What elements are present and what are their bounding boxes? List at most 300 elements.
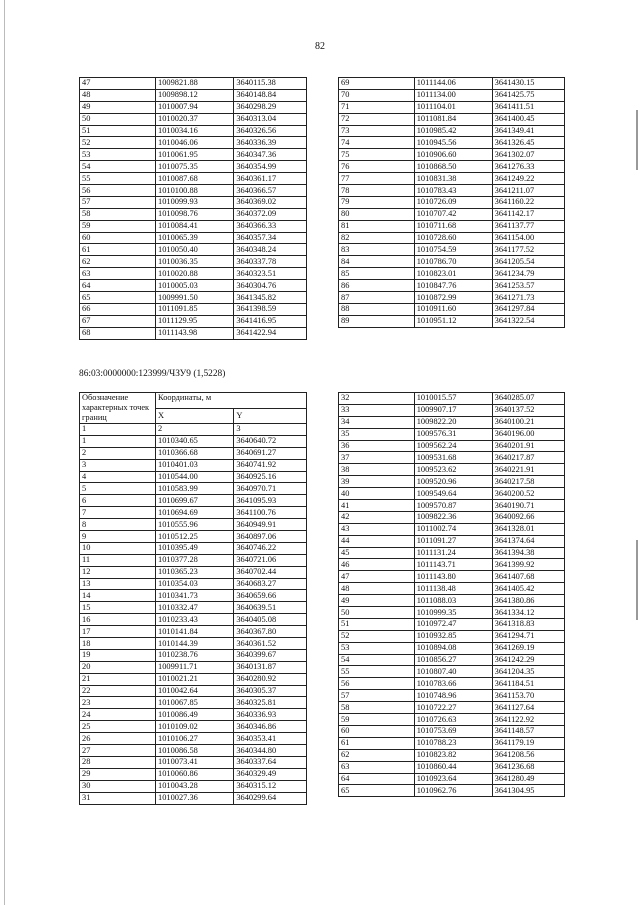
table-row [80, 709, 307, 721]
y-coordinate: 3641154.00 [492, 232, 564, 244]
y-coordinate: 3641177.52 [492, 244, 564, 256]
point-number: 2 [80, 447, 156, 459]
table-row [339, 714, 565, 726]
table-row [339, 773, 565, 785]
y-coordinate: 3640315.12 [234, 780, 307, 792]
point-number: 46 [339, 559, 415, 571]
x-coordinate: 1010694.69 [156, 507, 234, 519]
table-row [339, 511, 565, 523]
table-row [339, 607, 565, 619]
table-row [80, 292, 307, 304]
table-row [80, 113, 307, 125]
point-number: 63 [339, 761, 415, 773]
point-number: 55 [80, 173, 156, 185]
y-coordinate: 3641148.57 [492, 725, 564, 737]
table-row [339, 618, 565, 630]
point-number: 79 [339, 196, 415, 208]
point-number: 63 [80, 268, 156, 280]
y-coordinate: 3640897.06 [234, 531, 307, 543]
table-row [339, 256, 565, 268]
y-coordinate: 3641100.76 [234, 507, 307, 519]
table-row [339, 476, 565, 488]
y-coordinate: 3641253.57 [492, 280, 564, 292]
point-number: 47 [80, 78, 156, 90]
point-number: 13 [80, 578, 156, 590]
x-coordinate: 1011002.74 [414, 523, 492, 535]
y-coordinate: 3641271.73 [492, 292, 564, 304]
table-row [339, 654, 565, 666]
y-coordinate: 3640361.17 [234, 173, 307, 185]
x-coordinate: 1010962.76 [414, 785, 492, 797]
y-coordinate: 3640305.37 [234, 685, 307, 697]
y-coordinate: 3640357.34 [234, 232, 307, 244]
table-row [339, 595, 565, 607]
table-row [80, 673, 307, 685]
point-number: 50 [339, 607, 415, 619]
x-coordinate: 1010086.49 [156, 709, 234, 721]
y-coordinate: 3640640.72 [234, 435, 307, 447]
table-row [339, 393, 565, 405]
y-coordinate: 3640925.16 [234, 471, 307, 483]
table-row [339, 583, 565, 595]
y-coordinate: 3640691.27 [234, 447, 307, 459]
y-coordinate: 3640639.51 [234, 602, 307, 614]
table-row [80, 125, 307, 137]
x-coordinate: 1010007.94 [156, 101, 234, 113]
point-number: 44 [339, 535, 415, 547]
y-coordinate: 3640346.86 [234, 721, 307, 733]
x-coordinate: 1010144.39 [156, 638, 234, 650]
table-row [339, 416, 565, 428]
x-coordinate: 1011143.98 [156, 327, 234, 339]
y-coordinate: 3641204.35 [492, 666, 564, 678]
table-row [339, 440, 565, 452]
table-row [80, 649, 307, 661]
point-number: 58 [339, 702, 415, 714]
x-coordinate: 1011091.27 [414, 535, 492, 547]
y-coordinate: 3640741.92 [234, 459, 307, 471]
y-coordinate: 3641399.92 [492, 559, 564, 571]
table-row [80, 483, 307, 495]
table-row [80, 459, 307, 471]
x-coordinate: 1010856.27 [414, 654, 492, 666]
x-coordinate: 1010099.93 [156, 196, 234, 208]
y-coordinate: 3640683.27 [234, 578, 307, 590]
x-coordinate: 1010061.95 [156, 149, 234, 161]
x-coordinate: 1009822.20 [414, 416, 492, 428]
x-coordinate: 1010084.41 [156, 220, 234, 232]
x-coordinate: 1009523.62 [414, 464, 492, 476]
y-coordinate: 3640949.91 [234, 519, 307, 531]
point-number: 77 [339, 173, 415, 185]
point-number: 6 [80, 495, 156, 507]
x-coordinate: 1010726.09 [414, 196, 492, 208]
x-coordinate: 1010868.50 [414, 161, 492, 173]
x-coordinate: 1010985.42 [414, 125, 492, 137]
y-coordinate: 3640336.93 [234, 709, 307, 721]
table-row [80, 626, 307, 638]
y-coordinate: 3641318.83 [492, 618, 564, 630]
y-coordinate: 3641407.68 [492, 571, 564, 583]
x-coordinate: 1010106.27 [156, 733, 234, 745]
table-row [80, 173, 307, 185]
x-coordinate: 1010020.37 [156, 113, 234, 125]
point-number: 84 [339, 256, 415, 268]
y-coordinate: 3640313.04 [234, 113, 307, 125]
x-coordinate: 1010906.60 [414, 149, 492, 161]
y-coordinate: 3641211.07 [492, 185, 564, 197]
point-number: 81 [339, 220, 415, 232]
x-coordinate: 1010847.76 [414, 280, 492, 292]
x-coordinate: 1010544.00 [156, 471, 234, 483]
x-coordinate: 1010086.58 [156, 745, 234, 757]
table-row [339, 761, 565, 773]
y-coordinate: 3641400.45 [492, 113, 564, 125]
x-coordinate: 1010945.56 [414, 137, 492, 149]
x-coordinate: 1010972.47 [414, 618, 492, 630]
x-coordinate: 1010823.01 [414, 268, 492, 280]
point-number: 64 [339, 773, 415, 785]
y-coordinate: 3640702.44 [234, 566, 307, 578]
point-number: 15 [80, 602, 156, 614]
x-header: X [156, 408, 234, 424]
point-number: 48 [339, 583, 415, 595]
y-coordinate: 3641294.71 [492, 630, 564, 642]
point-number: 56 [80, 185, 156, 197]
table-row [339, 737, 565, 749]
coordinates-header: Координаты, м [156, 393, 307, 409]
y-coordinate: 3641205.54 [492, 256, 564, 268]
y-coordinate: 3640298.29 [234, 101, 307, 113]
table-row [80, 602, 307, 614]
table-row [339, 280, 565, 292]
table-row [339, 785, 565, 797]
x-coordinate: 1009821.88 [156, 78, 234, 90]
x-coordinate: 1010027.36 [156, 792, 234, 804]
point-number: 57 [339, 690, 415, 702]
point-number: 56 [339, 678, 415, 690]
point-number: 57 [80, 196, 156, 208]
point-number: 35 [339, 428, 415, 440]
y-coordinate: 3641422.94 [234, 327, 307, 339]
x-coordinate: 1010555.96 [156, 519, 234, 531]
y-coordinate: 3640280.92 [234, 673, 307, 685]
x-coordinate: 1009562.24 [414, 440, 492, 452]
scan-edge-mark [636, 110, 638, 170]
y-coordinate: 3641269.19 [492, 642, 564, 654]
y-coordinate: 3640326.56 [234, 125, 307, 137]
x-coordinate: 1010073.41 [156, 756, 234, 768]
x-coordinate: 1009520.96 [414, 476, 492, 488]
y-coordinate: 3641297.84 [492, 303, 564, 315]
point-number: 58 [80, 208, 156, 220]
table-row [339, 535, 565, 547]
table-row [80, 792, 307, 804]
point-number: 60 [80, 232, 156, 244]
table-row [339, 666, 565, 678]
x-coordinate: 1009911.71 [156, 661, 234, 673]
x-coordinate: 1011091.85 [156, 303, 234, 315]
y-coordinate: 3640372.09 [234, 208, 307, 220]
point-number: 80 [339, 208, 415, 220]
table-row [80, 137, 307, 149]
table-row [339, 149, 565, 161]
point-number: 59 [339, 714, 415, 726]
x-coordinate: 1010109.02 [156, 721, 234, 733]
point-number: 45 [339, 547, 415, 559]
y-coordinate: 3640201.91 [492, 440, 564, 452]
table-row [80, 208, 307, 220]
table-row [80, 554, 307, 566]
x-coordinate: 1010034.16 [156, 125, 234, 137]
point-number: 40 [339, 488, 415, 500]
x-coordinate: 1010332.47 [156, 602, 234, 614]
scan-edge-line [4, 0, 5, 905]
y-coordinate: 3641095.93 [234, 495, 307, 507]
y-coordinate: 3640367.80 [234, 626, 307, 638]
y-coordinate: 3641398.59 [234, 303, 307, 315]
point-number: 9 [80, 531, 156, 543]
point-number: 47 [339, 571, 415, 583]
table-row [80, 614, 307, 626]
table-row [80, 161, 307, 173]
y-coordinate: 3641234.79 [492, 268, 564, 280]
column-index: 3 [234, 424, 307, 436]
y-coordinate: 3640348.24 [234, 244, 307, 256]
x-coordinate: 1010238.76 [156, 649, 234, 661]
y-coordinate: 3641280.49 [492, 773, 564, 785]
y-coordinate: 3641242.29 [492, 654, 564, 666]
point-number: 4 [80, 471, 156, 483]
point-number: 49 [80, 101, 156, 113]
y-coordinate: 3640337.64 [234, 756, 307, 768]
x-coordinate: 1011104.01 [414, 101, 492, 113]
table-row [80, 256, 307, 268]
x-coordinate: 1009576.31 [414, 428, 492, 440]
point-number: 59 [80, 220, 156, 232]
table-row [80, 220, 307, 232]
x-coordinate: 1010999.35 [414, 607, 492, 619]
table-row [80, 780, 307, 792]
x-coordinate: 1010365.23 [156, 566, 234, 578]
x-coordinate: 1010753.69 [414, 725, 492, 737]
point-number: 12 [80, 566, 156, 578]
y-coordinate: 3640285.07 [492, 393, 564, 405]
x-coordinate: 1010512.25 [156, 531, 234, 543]
y-coordinate: 3640115.38 [234, 78, 307, 90]
x-coordinate: 1011129.95 [156, 315, 234, 327]
x-coordinate: 1009907.17 [414, 404, 492, 416]
y-coordinate: 3640347.36 [234, 149, 307, 161]
table-row [80, 185, 307, 197]
table-row [339, 292, 565, 304]
table-row [80, 435, 307, 447]
table-row [80, 542, 307, 554]
table-row [339, 196, 565, 208]
x-coordinate: 1009991.50 [156, 292, 234, 304]
table-row [80, 531, 307, 543]
point-number: 29 [80, 768, 156, 780]
point-designation-header: Обозначение характерных точек границ [80, 393, 156, 424]
x-coordinate: 1009822.36 [414, 511, 492, 523]
x-coordinate: 1009570.87 [414, 500, 492, 512]
x-coordinate: 1010860.44 [414, 761, 492, 773]
point-number: 22 [80, 685, 156, 697]
x-coordinate: 1010075.35 [156, 161, 234, 173]
x-coordinate: 1010341.73 [156, 590, 234, 602]
point-number: 69 [339, 78, 415, 90]
y-coordinate: 3640746.22 [234, 542, 307, 554]
point-number: 75 [339, 149, 415, 161]
y-coordinate: 3641394.38 [492, 547, 564, 559]
table-row [80, 232, 307, 244]
table-row [80, 471, 307, 483]
table-row [80, 685, 307, 697]
table-row [80, 578, 307, 590]
y-coordinate: 3640361.52 [234, 638, 307, 650]
y-coordinate: 3641127.64 [492, 702, 564, 714]
table-row [339, 404, 565, 416]
point-number: 20 [80, 661, 156, 673]
point-number: 7 [80, 507, 156, 519]
table-row [339, 547, 565, 559]
x-coordinate: 1010923.64 [414, 773, 492, 785]
y-header: Y [234, 408, 307, 424]
point-number: 54 [80, 161, 156, 173]
x-coordinate: 1011088.03 [414, 595, 492, 607]
table-row [339, 571, 565, 583]
table-row [339, 89, 565, 101]
y-coordinate: 3641430.15 [492, 78, 564, 90]
y-coordinate: 3640344.80 [234, 745, 307, 757]
y-coordinate: 3641322.54 [492, 315, 564, 327]
column-index: 2 [156, 424, 234, 436]
point-number: 18 [80, 638, 156, 650]
x-coordinate: 1010060.86 [156, 768, 234, 780]
table-row [339, 268, 565, 280]
table-row [80, 315, 307, 327]
y-coordinate: 3640131.87 [234, 661, 307, 673]
y-coordinate: 3640190.71 [492, 500, 564, 512]
x-coordinate: 1010707.42 [414, 208, 492, 220]
y-coordinate: 3641249.22 [492, 173, 564, 185]
coordinates-table-1 [79, 77, 307, 340]
x-coordinate: 1010823.82 [414, 749, 492, 761]
y-coordinate: 3641236.68 [492, 761, 564, 773]
point-number: 38 [339, 464, 415, 476]
x-coordinate: 1010005.03 [156, 280, 234, 292]
table-row [339, 452, 565, 464]
y-coordinate: 3641208.56 [492, 749, 564, 761]
x-coordinate: 1010042.64 [156, 685, 234, 697]
point-number: 52 [339, 630, 415, 642]
parcel-caption: 86:03:0000000:123999/ЧЗУ9 (1,5228) [79, 369, 226, 379]
x-coordinate: 1010783.43 [414, 185, 492, 197]
point-number: 82 [339, 232, 415, 244]
point-number: 34 [339, 416, 415, 428]
table-row [80, 768, 307, 780]
table-row [339, 488, 565, 500]
table-row [80, 661, 307, 673]
y-coordinate: 3640137.52 [492, 404, 564, 416]
y-coordinate: 3641276.33 [492, 161, 564, 173]
x-coordinate: 1010020.88 [156, 268, 234, 280]
table-row [80, 244, 307, 256]
page-number: 82 [315, 41, 325, 52]
x-coordinate: 1010831.38 [414, 173, 492, 185]
y-coordinate: 3641304.95 [492, 785, 564, 797]
y-coordinate: 3640304.76 [234, 280, 307, 292]
table-row [80, 78, 307, 90]
x-coordinate: 1011138.48 [414, 583, 492, 595]
point-number: 26 [80, 733, 156, 745]
point-number: 1 [80, 435, 156, 447]
table-row [339, 173, 565, 185]
table-row [80, 566, 307, 578]
y-coordinate: 3640299.64 [234, 792, 307, 804]
y-coordinate: 3641153.70 [492, 690, 564, 702]
scan-edge-mark [636, 540, 638, 620]
x-coordinate: 1010807.40 [414, 666, 492, 678]
y-coordinate: 3641328.01 [492, 523, 564, 535]
table-row [339, 315, 565, 327]
point-number: 39 [339, 476, 415, 488]
x-coordinate: 1011143.80 [414, 571, 492, 583]
x-coordinate: 1010366.68 [156, 447, 234, 459]
y-coordinate: 3640366.57 [234, 185, 307, 197]
point-number: 19 [80, 649, 156, 661]
table-row [339, 678, 565, 690]
y-coordinate: 3641122.92 [492, 714, 564, 726]
point-number: 51 [80, 125, 156, 137]
table-row [339, 232, 565, 244]
x-coordinate: 1010354.03 [156, 578, 234, 590]
table-row [339, 161, 565, 173]
y-coordinate: 3641137.77 [492, 220, 564, 232]
x-coordinate: 1010233.43 [156, 614, 234, 626]
table-row [339, 113, 565, 125]
point-number: 62 [80, 256, 156, 268]
x-coordinate: 1010340.65 [156, 435, 234, 447]
x-coordinate: 1010043.28 [156, 780, 234, 792]
point-number: 41 [339, 500, 415, 512]
y-coordinate: 3641349.41 [492, 125, 564, 137]
point-number: 17 [80, 626, 156, 638]
y-coordinate: 3640369.02 [234, 196, 307, 208]
point-number: 36 [339, 440, 415, 452]
table-row [80, 101, 307, 113]
x-coordinate: 1011131.24 [414, 547, 492, 559]
y-coordinate: 3640354.99 [234, 161, 307, 173]
table-row [339, 725, 565, 737]
y-coordinate: 3640721.06 [234, 554, 307, 566]
table-row [339, 101, 565, 113]
table-row [339, 464, 565, 476]
point-number: 3 [80, 459, 156, 471]
point-number: 8 [80, 519, 156, 531]
x-coordinate: 1010098.76 [156, 208, 234, 220]
y-coordinate: 3641411.51 [492, 101, 564, 113]
x-coordinate: 1010748.96 [414, 690, 492, 702]
point-number: 51 [339, 618, 415, 630]
point-number: 73 [339, 125, 415, 137]
point-number: 37 [339, 452, 415, 464]
y-coordinate: 3640366.33 [234, 220, 307, 232]
point-number: 87 [339, 292, 415, 304]
table-row [80, 507, 307, 519]
x-coordinate: 1010021.21 [156, 673, 234, 685]
table-row [80, 756, 307, 768]
